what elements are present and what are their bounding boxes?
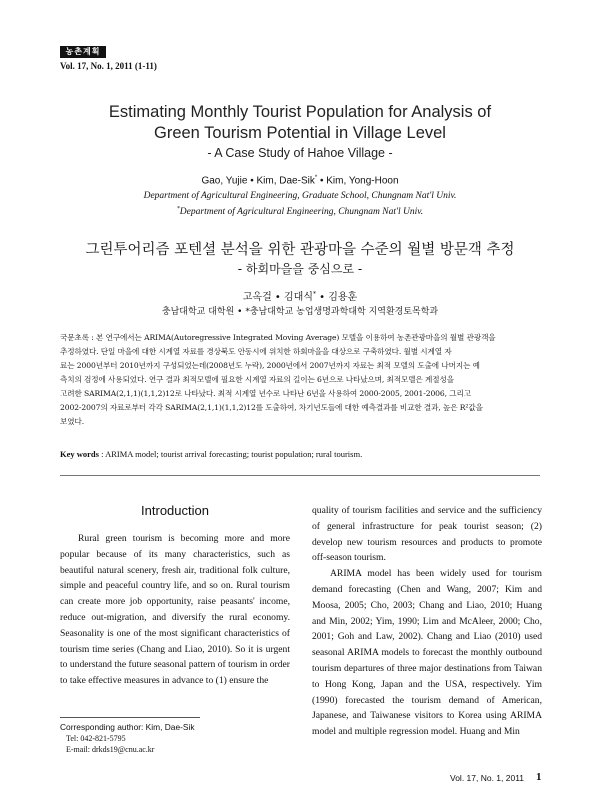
affiliation-english-2 xyxy=(60,206,540,217)
corresponding-tel: Tel: 042-821-5795 xyxy=(66,734,126,743)
keywords xyxy=(60,449,540,459)
journal-logo: 농촌계획 xyxy=(60,46,106,58)
body-paragraph: Rural green tourism is becoming more and more popular because of its many characteristics, such as beautiful natural scenery, fresh air, traditional folk culture, simple and peaceful country life, and so on. Rural tourism can create more job opportunity, raise peasants' income, reduce out-migration, and diversify the rural economy. Seasonality is one of the most significant characteristics of tourism time series (Chang and Liao, 2010). So it is urgent to understand the future seasonal pattern of tourism in order to take effective measures in advance to (1) ensure the xyxy=(60,533,290,687)
body-paragraph: ARIMA model has been widely used for tourism demand forecasting (Chen and Wang, 2007; Kim and Moosa, 2005; Cho, 2003; Chang and Liao, 2010; Huang and Min, 2002; Yim, 1990; Lim and McAleer, 2000; Cho, 2001; Goh and Law, 2002). Chang and Liao (2010) used seasonal ARIMA models to forecast the monthly outbound tourism departures of three major destinations from Taiwan to Hong Kong, Japan and the USA, respectively. Yim (1990) forecasted the tourism demand of American, Japanese, and Taiwanese visitors to Korea using ARIMA model and multiple regression model. Huang and Min xyxy=(312,568,542,738)
affiliation-english-2-text: Department of Agricultural Engineering, Chungnam Nat'l Univ. xyxy=(179,207,424,218)
corresponding-email: E-mail: drkds19@cnu.ac.kr xyxy=(66,745,155,754)
korean-authors-marker: * xyxy=(312,290,316,298)
korean-title: 그린투어리즘 포텐셜 분석을 위한 관광마을 수준의 월별 방문객 추정 xyxy=(85,242,515,258)
korean-abstract xyxy=(60,331,540,429)
abstract-line: 측치의 검정에 사용되었다. 연구 결과 최적모델에 필요한 시계열 자료의 길이는 6년으로 나타났으며, 최적모델은 계절성을 xyxy=(60,375,454,384)
volume-line: Vol. 17, No. 1, 2011 (1-11) xyxy=(60,61,157,71)
abstract-line: 료는 2000년부터 2010년까지 구성되었는데(2008년도 누락), 2000년에서 2007년까지 자료는 최적 모델의 도출에 나머지는 예 xyxy=(60,361,480,370)
korean-authors-part2: • 김용훈 xyxy=(315,292,358,303)
section-divider xyxy=(60,475,540,476)
corresponding-author: Corresponding author: Kim, Dae-Sik xyxy=(60,722,195,732)
paper-subtitle: - A Case Study of Hahoe Village - xyxy=(207,146,393,160)
abstract-line: 국문초록 : 본 연구에서는 ARIMA(Autoregressive Integrated Moving Average) 모델을 이용하여 농촌관광마을의 월별 관광객을 xyxy=(60,333,496,342)
affiliation-english-1: Department of Agricultural Engineering, Graduate School, Chungnam Nat'l Univ. xyxy=(143,191,457,201)
page-number: 1 xyxy=(536,771,542,783)
abstract-line: 2002-2007의 자료로부터 각각 SARIMA(2,1,1)(1,1,2)12를 도출하여, 차기년도들에 대한 예측결과를 비교한 결과, 높은 R²값을 xyxy=(60,403,483,412)
korean-subtitle: - 하회마을을 중심으로 - xyxy=(237,262,363,276)
paper-title-line-2: Green Tourism Potential in Village Level xyxy=(154,124,446,142)
footnote xyxy=(60,722,290,755)
korean-affiliation: 충남대학교 대학원 • *충남대학교 농업생명과학대학 지역환경토목학과 xyxy=(161,307,439,317)
footnote-divider xyxy=(60,717,200,718)
keywords-label: Key words xyxy=(60,449,99,459)
korean-authors-part1: 고옥걸 • 김대식 xyxy=(242,292,313,303)
authors-english-part1: Gao, Yujie • Kim, Dae-Sik xyxy=(201,175,315,187)
authors-english xyxy=(60,175,540,186)
abstract-line: 보였다. xyxy=(60,417,85,426)
body-paragraph: quality of tourism facilities and service and the sufficiency of general infrastructure for peak tourist season; (2) develop new tourism resources and products to promote off-season tourism. xyxy=(312,505,542,564)
introduction-heading: Introduction xyxy=(141,503,209,518)
authors-english-part2: • Kim, Yong-Hoon xyxy=(317,175,399,187)
affiliation-marker: * xyxy=(176,206,180,212)
authors-english-marker: * xyxy=(314,175,318,181)
paper-title-line-1: Estimating Monthly Tourist Population for Analysis of xyxy=(108,103,492,121)
abstract-line: 고려한 SARIMA(2,1,1)(1,1,2)12로 나타났다. 최적 시계열 년수로 나타난 6년을 사용하여 2000-2005, 2001-2006, 그리고 xyxy=(60,389,471,398)
keywords-text: : ARIMA model; tourist arrival forecasting; tourist population; rural tourism. xyxy=(101,449,363,459)
body-column-right xyxy=(312,503,542,740)
footer-volume: Vol. 17, No. 1, 2011 xyxy=(450,773,525,783)
abstract-line: 추정하였다. 단일 마을에 대한 시계열 자료를 경상북도 안동시에 위치한 하회마을을 대상으로 구축하였다. 월별 시계열 자 xyxy=(60,347,452,356)
body-column-left xyxy=(60,531,290,689)
korean-authors xyxy=(40,288,560,303)
